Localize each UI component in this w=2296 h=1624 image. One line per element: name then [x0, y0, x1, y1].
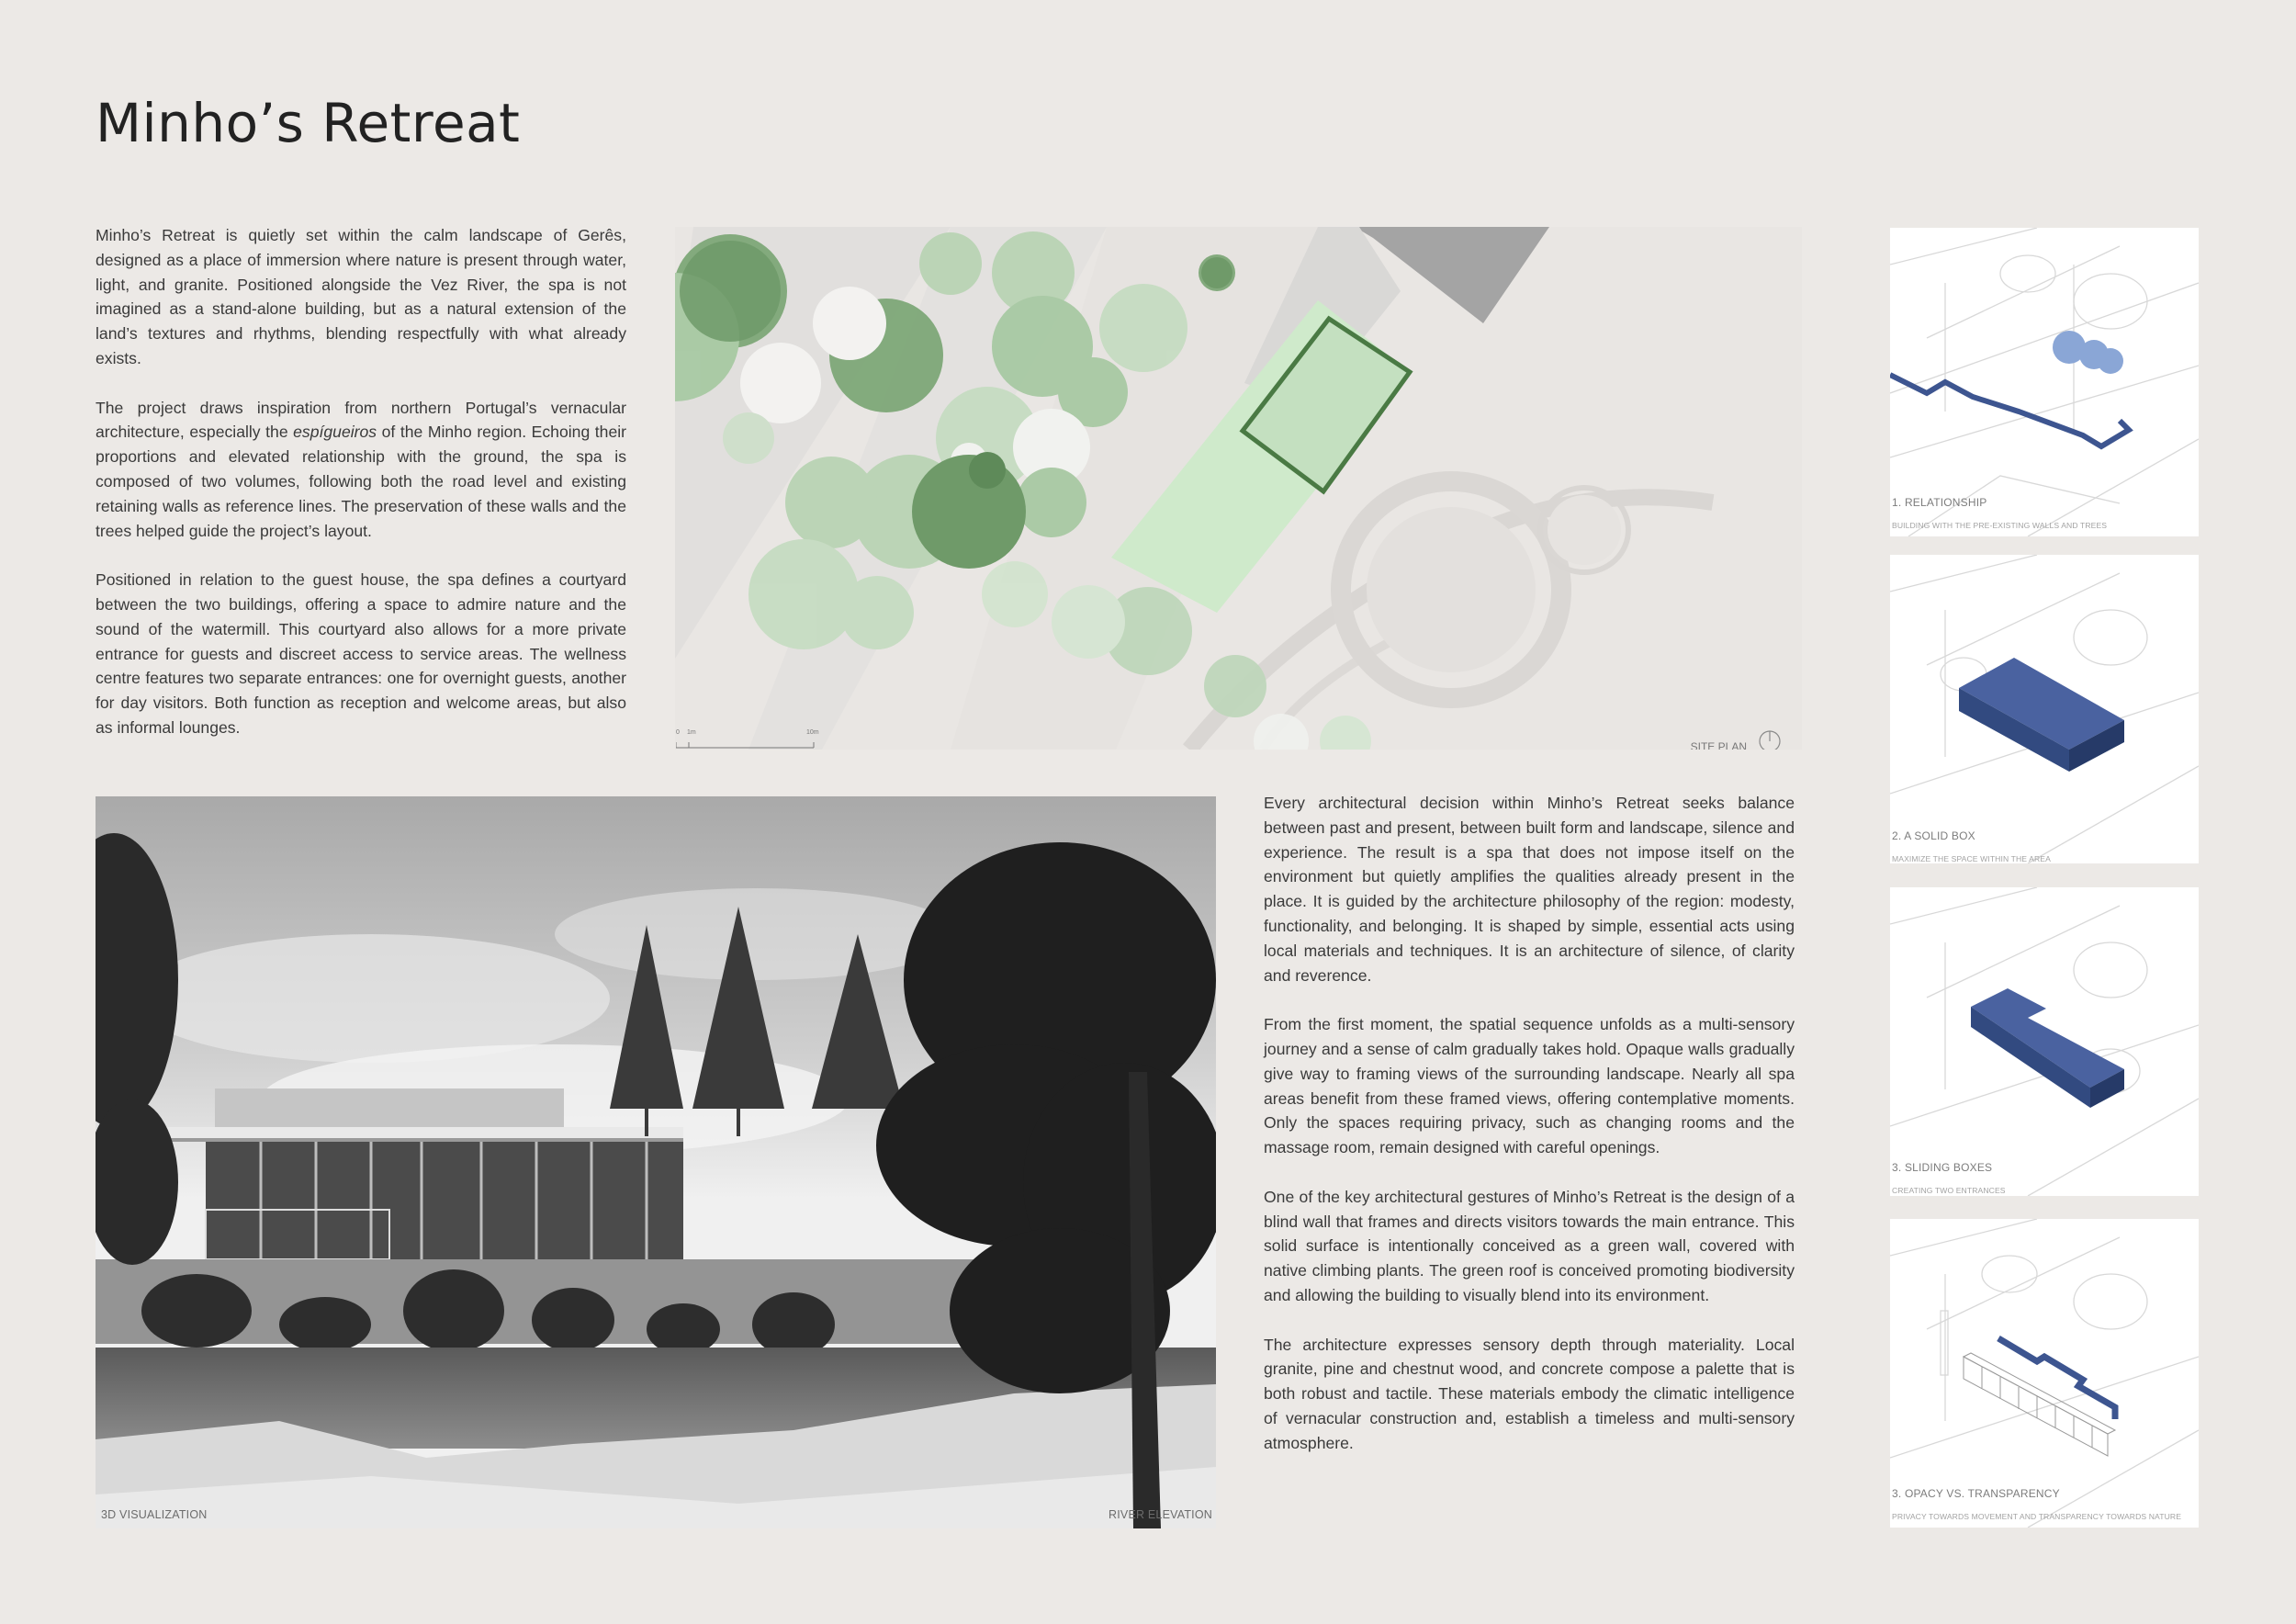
diagram-title: 3. OPACY VS. TRANSPARENCY	[1892, 1487, 2060, 1500]
essay-paragraph: One of the key architectural gestures of Minho’s Retreat is the design of a blind wall that frames and directs visitors towards the main entrance. This solid surface is intentionally conceived as a green wall, covered with native climbing plants. The green roof is conceived promoting biodiversity and allowing the building to visually blend into its environment.	[1264, 1187, 1795, 1304]
vernacular-term: espígueiros	[293, 423, 377, 442]
diagram-opacy-transparency	[1890, 1219, 2199, 1528]
diagram-subtitle: CREATING TWO ENTRANCES	[1892, 1186, 2006, 1195]
diagram-title: 2. A SOLID BOX	[1892, 829, 1975, 842]
diagram-title: 3. SLIDING BOXES	[1892, 1161, 1993, 1174]
essay-paragraph: Every architectural decision within Minho’s Retreat seeks balance between past and present, between built form and landscape, silence and experience. The result is a spa that does not impose itself on the environment but quietly amplifies the qualities already present in the place. It is guided by the architecture philosophy of the region: modesty, functionality, and belonging. It is shaped by simple, essential acts using local materials and techniques. It is an architecture of silence, of clarity and reverence.	[1264, 794, 1795, 985]
essay-text	[1264, 791, 1795, 1456]
intro-paragraph: The project draws inspiration from northern Portugal’s vernacular architecture, especially the espígueiros of the Minho region. Echoing their proportions and elevated relationship with the ground, the spa is composed of two volumes, following both the road level and existing retaining walls as reference lines. The preservation of these walls and the trees helped guide the project’s layout.	[96, 398, 626, 540]
page-title: Minho’s Retreat	[96, 92, 521, 154]
north-arrow-icon	[1758, 729, 1782, 750]
scale-start: 0	[676, 729, 680, 736]
essay-paragraph: From the first moment, the spatial sequence unfolds as a multi-sensory journey and a sense of calm gradually takes hold. Opaque walls gradually give way to framing views of the surrounding landscape. Nearly all spa areas benefit from these framed views, offering contemplative moments. Only the spaces requiring privacy, such as changing rooms and the massage room, remain designed with careful openings.	[1264, 1015, 1795, 1157]
diagram-subtitle: BUILDING WITH THE PRE-EXISTING WALLS AND TREES	[1892, 521, 2108, 530]
scale-mid: 1m	[687, 729, 696, 736]
essay-paragraph: The architecture expresses sensory depth through materiality. Local granite, pine and chestnut wood, and concrete compose a palette that is both robust and tactile. These materials embody the climatic intelligence of vernacular construction and, establish a timeless and multi-sensory atmosphere.	[1264, 1335, 1795, 1452]
diagram-title: 1. RELATIONSHIP	[1892, 496, 1987, 509]
site-plan-label: SITE PLAN	[1690, 740, 1747, 750]
scale-end: 10m	[806, 729, 819, 736]
diagram-subtitle: PRIVACY TOWARDS MOVEMENT AND TRANSPARENCY TOWARDS NATURE	[1892, 1512, 2182, 1521]
diagram-solid-box	[1890, 555, 2199, 863]
site-plan	[675, 227, 1802, 750]
intro-paragraph: Positioned in relation to the guest house, the spa defines a courtyard between the two buildings, offering a space to admire nature and the sound of the watermill. This courtyard also allows for a more private entrance for guests and discreet access to service areas. The wellness centre features two separate entrances: one for overnight guests, another for day visitors. Both function as reception and welcome areas, but also as informal lounges.	[96, 570, 626, 737]
diagram-relationship	[1890, 228, 2199, 536]
intro-text	[96, 223, 626, 740]
render-label-left: 3D VISUALIZATION	[101, 1508, 208, 1521]
render-image	[96, 796, 1216, 1528]
diagram-subtitle: MAXIMIZE THE SPACE WITHIN THE AREA	[1892, 854, 2051, 863]
scale-bar	[676, 729, 823, 756]
intro-paragraph: Minho’s Retreat is quietly set within the calm landscape of Gerês, designed as a place of immersion where nature is present through water, light, and granite. Positioned alongside the Vez River, the spa is not imagined as a stand-alone building, but as a natural extension of the land’s textures and rhythms, blending respectfully with what already exists.	[96, 226, 626, 367]
render-label-right: RIVER ELEVATION	[1109, 1508, 1212, 1521]
diagram-sliding-boxes	[1890, 887, 2199, 1196]
